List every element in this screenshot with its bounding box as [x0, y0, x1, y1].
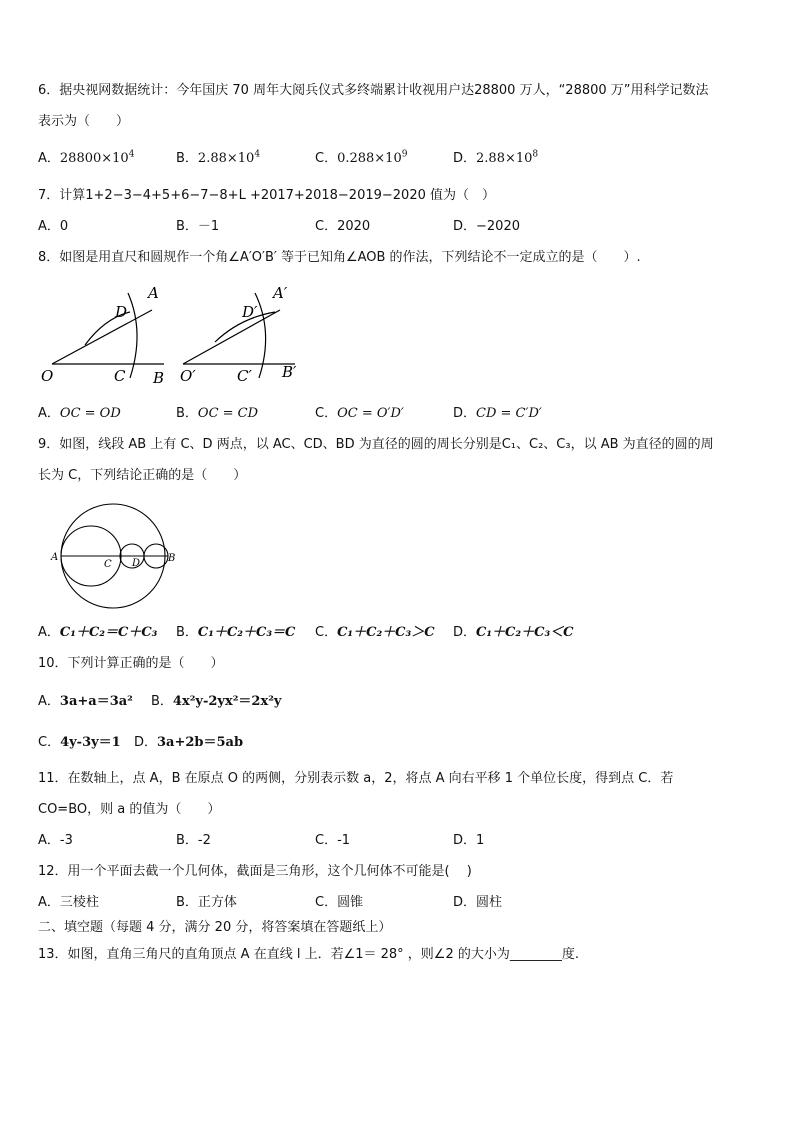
q7-options — [38, 218, 758, 236]
q9-stem-line2: 长为 C，下列结论正确的是（ ） — [38, 468, 247, 483]
q12-option-d: D．圆柱 — [453, 895, 503, 910]
label-c: C — [114, 367, 126, 385]
q9-options — [38, 624, 758, 642]
q11-option-d: D．1 — [453, 833, 485, 848]
q11-stem-line2: CO=BO，则 a 的值为（ ） — [38, 802, 221, 817]
q6-stem-line1: 6．据央视网数据统计：今年国庆 70 周年大阅兵仪式多终端累计收视用户达28800 万人，“28800 万”用科学记数法 — [38, 83, 709, 98]
section-fill-in-heading: 二、填空题（每题 4 分，满分 20 分，将答案填在答题纸上） — [38, 920, 392, 935]
q10-option-a: A．3a+a＝3a² — [38, 694, 133, 709]
q7-option-b: B．－1 — [176, 219, 220, 234]
q6-options — [38, 150, 758, 168]
label-c: C — [104, 559, 112, 570]
q11-option-b: B．-2 — [176, 833, 211, 848]
q10-options-row1 — [38, 693, 758, 711]
label-a: A — [51, 552, 59, 563]
q11-option-a: A．-3 — [38, 833, 73, 848]
q8-option-d: D．CD = C′D′ — [453, 406, 542, 421]
q8-option-a: A．OC = OD — [38, 406, 121, 421]
q11-option-c: C．-1 — [315, 833, 351, 848]
q8-options — [38, 405, 758, 423]
q9-stem-line1: 9．如图，线段 AB 上有 C、D 两点，以 AC、CD、BD 为直径的圆的周长分别是C₁、C₂、C₃，以 AB 为直径的圆的周 — [38, 437, 714, 452]
q10-options-row2 — [38, 734, 758, 752]
label-o-prime: O′ — [180, 367, 196, 385]
q9-option-c: C．C₁＋C₂＋C₃＞C — [315, 625, 435, 640]
arc-cd — [128, 293, 137, 378]
q12-option-a: A．三棱柱 — [38, 895, 99, 910]
label-c-prime: C′ — [237, 367, 252, 385]
q12-option-c: C．圆锥 — [315, 895, 364, 910]
q10-option-d: D．3a+2b＝5ab — [134, 735, 244, 750]
q7-option-c: C．2020 — [315, 219, 371, 234]
q12-stem: 12．用一个平面去截一个几何体，截面是三角形，这个几何体不可能是( ) — [38, 864, 472, 879]
q7-option-a: A．0 — [38, 219, 69, 234]
label-d: D — [115, 303, 128, 321]
label-b: B — [153, 369, 165, 387]
q6-option-b: B．$2.88\times 10^4$ — [176, 149, 261, 166]
q9-option-d: D．C₁＋C₂＋C₃＜C — [453, 625, 574, 640]
q6-stem-line2: 表示为（ ） — [38, 114, 130, 129]
q6-option-a: A．$28800\times 10^4$ — [38, 149, 135, 166]
label-b-prime: B′ — [282, 363, 297, 381]
q8-option-b: B．OC = CD — [176, 406, 259, 421]
label-o: O — [41, 367, 54, 385]
q12-option-b: B．正方体 — [176, 895, 237, 910]
q7-stem: 7．计算1+2−3−4+5+6−7−8+L +2017+2018−2019−2020 值为（ ） — [38, 188, 495, 203]
q9-option-a: A．C₁＋C₂＝C＋C₃ — [38, 625, 158, 640]
q6-option-d: D．$2.88\times 10^8$ — [453, 149, 539, 166]
q10-stem: 10．下列计算正确的是（ ） — [38, 656, 224, 671]
q9-figure — [46, 498, 186, 610]
q8-option-c: C．OC = O′D′ — [315, 406, 404, 421]
label-b: B — [168, 553, 176, 564]
q9-option-b: B．C₁＋C₂＋C₃＝C — [176, 625, 296, 640]
q11-options — [38, 832, 758, 850]
label-a-prime: A′ — [273, 284, 288, 302]
q11-stem-line1: 11．在数轴上，点 A，B 在原点 O 的两侧，分别表示数 a，2，将点 A 向右平移 1 个单位长度，得到点 C．若 — [38, 771, 674, 786]
q7-option-d: D．−2020 — [453, 219, 520, 234]
q12-options — [38, 894, 758, 912]
label-d-prime: D′ — [242, 303, 258, 321]
q8-figure — [30, 280, 320, 390]
label-a: A — [148, 284, 159, 302]
q8-stem: 8．如图是用直尺和圆规作一个角∠A′O′B′ 等于已知角∠AOB 的作法，下列结论不一定成立的是（ ）. — [38, 250, 641, 265]
q10-option-b: B．4x²y-2yx²＝2x²y — [151, 694, 282, 709]
q13-stem: 13．如图，直角三角尺的直角顶点 A 在直线 l 上．若∠1＝ 28° ，则∠2 的大小为________度. — [38, 947, 579, 962]
q10-option-c: C．4y-3y＝1 — [38, 735, 121, 750]
q6-option-c: C．$0.288\times 10^9$ — [315, 149, 408, 166]
label-d: D — [132, 558, 141, 569]
